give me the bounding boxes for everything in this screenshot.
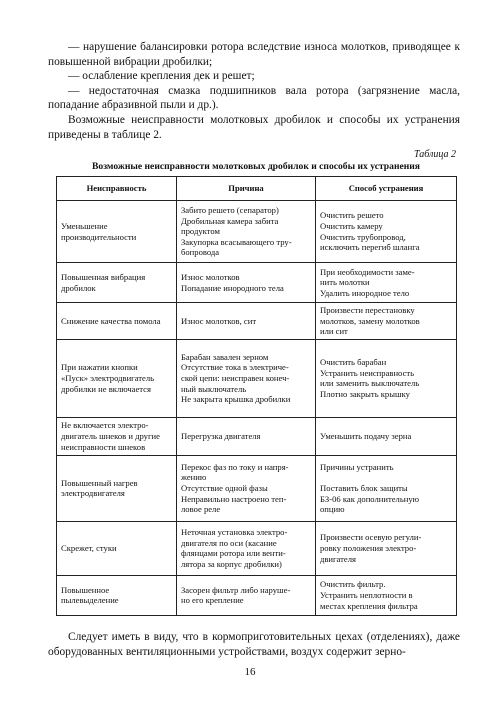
cell-line: Устранить неисправность — [320, 367, 415, 378]
cell-line: продуктом — [181, 226, 220, 237]
fault-cell — [57, 417, 177, 455]
table-label: Таблица 2 — [414, 149, 456, 160]
cell-line: ный выключатель — [181, 383, 247, 394]
cell-line: Не включается электро- — [61, 420, 149, 431]
cell-line: Дробильная камера забита — [181, 215, 279, 226]
cell-line: двигателя — [320, 553, 356, 564]
fix-cell — [316, 339, 457, 417]
table-header-row — [57, 177, 457, 201]
intro-paragraph: Возможные неисправности молотковых дробилок и способы их устранения приведены в таблице 2. — [48, 113, 460, 141]
cell-line: Очистить решето — [320, 210, 384, 221]
cell-line: электродвигателя — [61, 488, 125, 499]
cell-line: Износ молотков, сит — [181, 315, 257, 326]
cause-cell — [177, 263, 316, 303]
header-cause: Причина — [177, 177, 316, 201]
intro-text — [48, 40, 460, 142]
cell-line: Неточная установка электро- — [181, 527, 288, 538]
table-row — [57, 263, 457, 303]
table-row — [57, 417, 457, 455]
cause-cell — [177, 417, 316, 455]
cell-line: Устранить неплотности в — [320, 589, 413, 600]
cell-line: БЗ-06 как дополнительную — [320, 493, 420, 504]
cell-line: Очистить трубопровод, — [320, 231, 406, 242]
cell-line: или сит — [320, 326, 348, 337]
fix-cell — [316, 417, 457, 455]
header-fault: Неисправность — [57, 177, 177, 201]
intro-item-3: — недостаточная смазка подшипников вала ротора (загрязнение масла, попадание абразивной пыли и др.). — [48, 84, 460, 112]
cell-line: Барабан завален зерном — [181, 351, 269, 362]
cell-line: Очистить фильтр. — [320, 579, 386, 590]
fix-cell — [316, 263, 457, 303]
table-row — [57, 303, 457, 340]
cell-line: лятора за корпус дробилки) — [181, 558, 282, 569]
page-number: 16 — [244, 666, 256, 678]
cell-line: ловое реле — [181, 504, 221, 515]
cell-line: или заменить выключатель — [320, 378, 420, 389]
header-fix: Способ устранения — [316, 177, 457, 201]
cell-line: Причины устранить — [320, 461, 394, 472]
fix-cell — [316, 303, 457, 340]
cell-line: Отсутствие одной фазы — [181, 482, 268, 493]
cell-line: Скрежет, стуки — [61, 542, 117, 553]
cell-line: флянцами ротора или венти- — [181, 548, 286, 559]
fault-cell — [57, 455, 177, 521]
cell-line: пылевыделение — [61, 595, 119, 606]
fix-cell — [316, 201, 457, 263]
cell-line: но его крепление — [181, 595, 244, 606]
table-row — [57, 201, 457, 263]
cause-cell — [177, 575, 316, 615]
fault-cell — [57, 339, 177, 417]
cell-line: Повышенный нагрев — [61, 477, 138, 488]
cell-line: Перекос фаз по току и напря- — [181, 461, 289, 472]
intro-item-2: — ослабление крепления дек и решет; — [68, 70, 255, 83]
fix-cell — [316, 455, 457, 521]
fix-cell — [316, 521, 457, 575]
table-title: Возможные неисправности молотковых дробилок и способы их устранения — [92, 161, 420, 172]
cell-line: Уменьшение — [61, 220, 108, 231]
table-row — [57, 521, 457, 575]
cell-line: местах крепления фильтра — [320, 600, 418, 611]
cell-line: исключить перегиб шланга — [320, 242, 420, 253]
fault-cell — [57, 575, 177, 615]
cell-line: неисправности шнеков — [61, 441, 146, 452]
cell-line: двигатель шнеков и другие — [61, 430, 160, 441]
fix-cell — [316, 575, 457, 615]
cause-cell — [177, 339, 316, 417]
cell-line: ровку положения электро- — [320, 542, 417, 553]
cell-line: бопровода — [181, 247, 220, 258]
cell-line: При нажатии кнопки — [61, 362, 138, 373]
cell-line: дробилки не включается — [61, 383, 151, 394]
cell-line — [320, 472, 452, 483]
fault-cell — [57, 521, 177, 575]
fault-cell — [57, 201, 177, 263]
cell-line: Засорен фильтр либо наруше- — [181, 584, 291, 595]
fault-cell — [57, 303, 177, 340]
cell-line: Попадание инородного тела — [181, 282, 284, 293]
cell-line: Износ молотков — [181, 271, 240, 282]
intro-item-1: — нарушение балансировки ротора вследствие износа молотков, приводящее к повышенной вибрации дробилки; — [48, 41, 460, 68]
cell-line: опцию — [320, 504, 345, 515]
cell-line: молотков, замену молотков — [320, 315, 420, 326]
fault-cell — [57, 263, 177, 303]
cell-line: Повышенное — [61, 584, 110, 595]
cell-line: дробилок — [61, 282, 96, 293]
table-row — [57, 455, 457, 521]
cause-cell — [177, 303, 316, 340]
cell-line: Неправильно настроено теп- — [181, 493, 287, 504]
cell-line: нить молотки — [320, 277, 370, 288]
cell-line: Произвести осевую регули- — [320, 532, 422, 543]
cause-cell — [177, 455, 316, 521]
cell-line: Удалить инородное тело — [320, 287, 410, 298]
cell-line: Не закрыта крышка дробилки — [181, 394, 291, 405]
cell-line: Уменьшить подачу зерна — [320, 430, 412, 441]
cause-cell — [177, 201, 316, 263]
cell-line: Повышенная вибрация — [61, 271, 146, 282]
cell-line: Отсутствие тока в электриче- — [181, 362, 289, 373]
cell-line: двигателя по оси (касание — [181, 537, 277, 548]
cell-line: Произвести перестановку — [320, 305, 415, 315]
cell-line: Снижение качества помола — [61, 315, 161, 326]
outro-paragraph: Следует иметь в виду, что в кормоприготовительных цехах (отделениях), даже оборудованных вентиляционными устройствами, воздух содержит зерно- — [48, 631, 460, 658]
cell-line: При необходимости заме- — [320, 266, 415, 277]
cell-line: Перегрузка двигателя — [181, 430, 261, 441]
table-row — [57, 339, 457, 417]
faults-table — [56, 176, 457, 616]
cell-line: Закупорка всасывающего тру- — [181, 236, 292, 247]
cell-line: жению — [181, 472, 207, 483]
cause-cell — [177, 521, 316, 575]
cell-line: «Пуск» электродвигатель — [61, 372, 155, 383]
cell-line: Забито решето (сепаратор) — [181, 205, 279, 216]
cell-line: Плотно закрыть крышку — [320, 388, 410, 399]
cell-line: Очистить барабан — [320, 357, 387, 368]
cell-line: производительности — [61, 231, 137, 242]
cell-line: ской цепи: неисправен конеч- — [181, 372, 290, 383]
cell-line: Поставить блок защиты — [320, 482, 408, 493]
table-row — [57, 575, 457, 615]
cell-line: Очистить камеру — [320, 220, 383, 231]
